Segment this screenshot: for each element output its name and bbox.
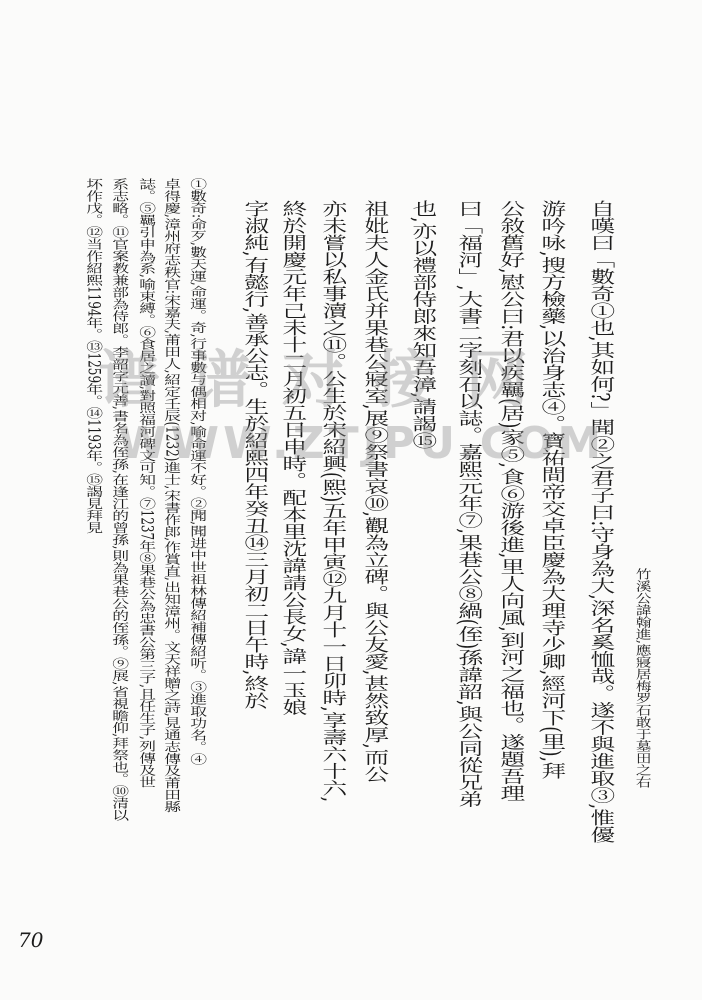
text-column-1: 自嘆曰「數奇①也,其如何?」聞②之君子曰:守身為大,深名奚恤哉。遂不與進取③,惟優 (584, 200, 614, 844)
footnote-column-2: 卓得慶,漳州府志秩官:宋嘉夫,莆田人,紹定壬辰(1232)進士,宋書作郎,作賞直,出知漳州。文天祥贈之詩,見通志傳及莆田縣 (162, 178, 182, 813)
text-column-9: 字淑純,有懿行,善承公志。生於紹熙四年癸丑⑭三月初二日午時,終於 (238, 200, 268, 710)
text-column-5: 也,亦以禮部侍郎來知吾漳,請謁⑮ (406, 200, 436, 449)
text-column-4: 曰「福河」,大書二字刻石以誌。嘉熙元年⑦,果巷公⑧緺(侄)孫諱韶,與公同從兄弟 (452, 200, 482, 808)
footnote-column-3: 誌。⑤羈引申為系,喻束縛。⑥食居之讀,對照福河碑文可知。⑦1237年⑧果巷公為忠書公第三子,且任生子,列傳及世 (137, 178, 157, 788)
text-column-7: 亦未嘗以私事瀆之⑪。公生於宋紹興(熙)五年甲寅⑫九月十一日卯時,享壽六十六, (316, 200, 346, 803)
footnote-column-4: 系志略。⑪官案教兼部為侍郎。李韶字元善,書名為侄孫,在逢江的曾孫,則為果巷公的侄孫。⑨展,省視瞻仰,拜祭也。⑩清以 (110, 178, 130, 822)
side-annotation: 竹溪公諱翰進,應寢居梅罗石敢于墓田之右 (633, 568, 653, 788)
text-column-6: 祖妣夫人金氏并果巷公寢室,展⑨祭書哀⑩,觀為立碑。與公友愛,甚然致厚,而公 (358, 200, 388, 783)
text-column-2: 游吟咏,搜方檢藥,以治身志④。寶祐間帝交卓臣慶為大理寺少卿,經河下(里),拜 (535, 200, 565, 779)
page-number: 70 (18, 928, 44, 952)
text-column-3: 公敘舊好,慰公曰:君以疾羈(居)家⑤,食⑥游後進,里人向風,到河之福也。遂題吾理 (494, 200, 524, 802)
footnote-column-1: ①數奇:命歹,數天運,命運。奇,行事數与偶相对,喻命運不好。②聞,聞进中世祖林傳紹補傳紹听。③進取功名。④ (188, 178, 208, 766)
footnote-column-5: 坏作戊。⑫当作紹熙1194年。⑬1259年。⑭1193年。⑮謁見拜見 (84, 178, 104, 534)
watermark-text: 谱谱对接网 (98, 343, 559, 416)
watermark-url: WWW.ZTJPU.COM (118, 418, 606, 469)
text-column-8: 終於開慶元年己未十二月初五日申時。配本里沈諱請公長女,諱一玉娘 (276, 200, 306, 716)
